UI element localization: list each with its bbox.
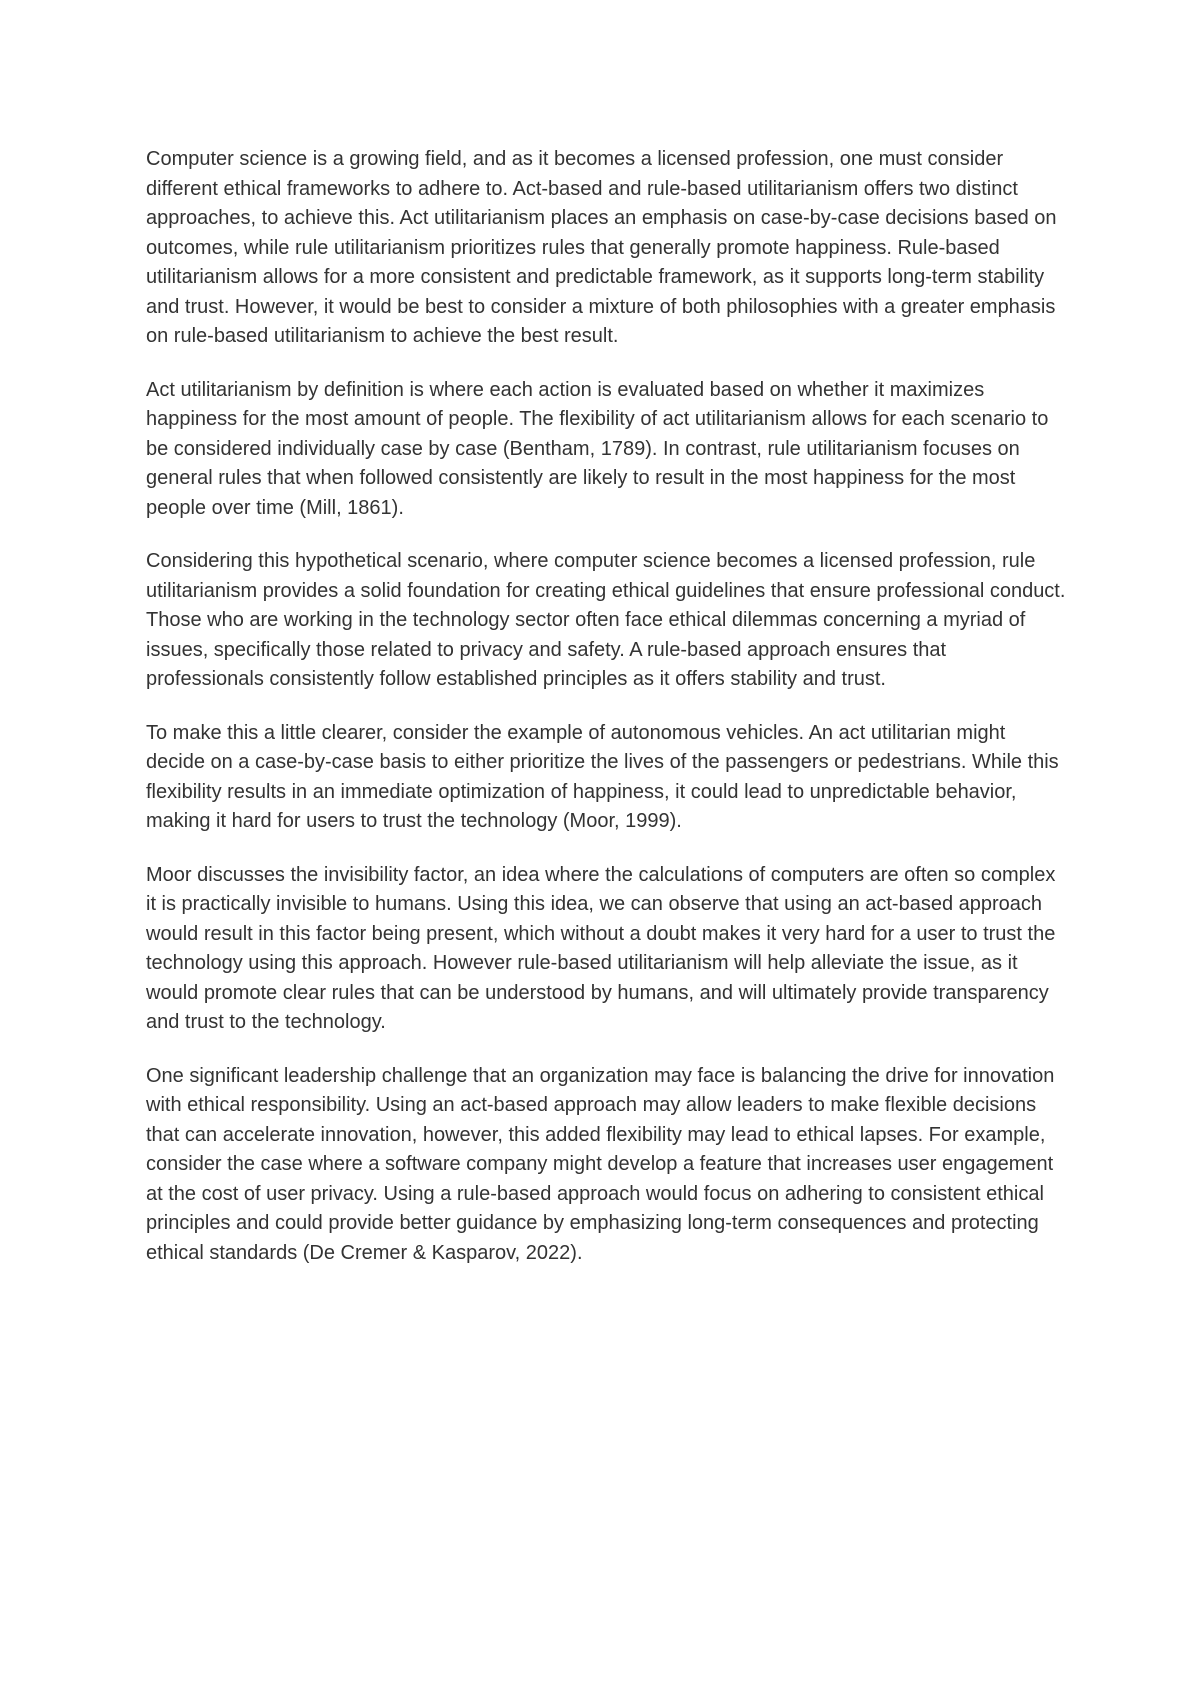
paragraph-intro: Computer science is a growing field, and as it becomes a licensed profession, one must consider different ethical frameworks to adhere to. Act-based and rule-based utilitarianism offers two distinct approaches, to achieve this. Act utilitarianism places an emphasis on case-by-case decisions based on outcomes, while rule utilitarianism prioritizes rules that generally promote happiness. Rule-based utilitarianism allows for a more consistent and predictable framework, as it supports long-term stability and trust. However, it would be best to consider a mixture of both philosophies with a greater emphasis on rule-based utilitarianism to achieve the best result. <box>146 148 1057 347</box>
paragraph-scenario: Considering this hypothetical scenario, where computer science becomes a licensed profession, rule utilitarianism provides a solid foundation for creating ethical guidelines that ensure professional conduct. Those who are working in the technology sector often face ethical dilemmas concerning a myriad of issues, specifically those related to privacy and safety. A rule-based approach ensures that professionals consistently follow established principles as it offers stability and trust. <box>146 550 1066 690</box>
paragraph-invisibility-factor: Moor discusses the invisibility factor, an idea where the calculations of computers are often so complex it is practically invisible to humans. Using this idea, we can observe that using an act-based approach would result in this factor being present, which without a doubt makes it very hard for a user to trust the technology using this approach. However rule-based utilitarianism will help alleviate the issue, as it would promote clear rules that can be understood by humans, and will ultimately provide transparency and trust to the technology. <box>146 863 1056 1033</box>
paragraph-leadership-challenge: One significant leadership challenge that an organization may face is balancing the drive for innovation with ethical responsibility. Using an act-based approach may allow leaders to make flexible decisions that can accelerate innovation, however, this added flexibility may lead to ethical lapses. For example, consider the case where a software company might develop a feature that increases user engagement at the cost of user privacy. Using a rule-based approach would focus on adhering to consistent ethical principles and could provide better guidance by emphasizing long-term consequences and protecting ethical standards (De Cremer & Kasparov, 2022). <box>146 1064 1055 1264</box>
document-body <box>146 145 1066 1268</box>
paragraph-definition: Act utilitarianism by definition is where each action is evaluated based on whether it maximizes happiness for the most amount of people. The flexibility of act utilitarianism allows for each scenario to be considered individually case by case (Bentham, 1789). In contrast, rule utilitarianism focuses on general rules that when followed consistently are likely to result in the most happiness for the most people over time (Mill, 1861). <box>146 378 1049 519</box>
paragraph-autonomous-vehicles: To make this a little clearer, consider the example of autonomous vehicles. An act utilitarian might decide on a case-by-case basis to either prioritize the lives of the passengers or pedestrians. While this flexibility results in an immediate optimization of happiness, it could lead to unpredictable behavior, making it hard for users to trust the technology (Moor, 1999). <box>146 721 1059 832</box>
